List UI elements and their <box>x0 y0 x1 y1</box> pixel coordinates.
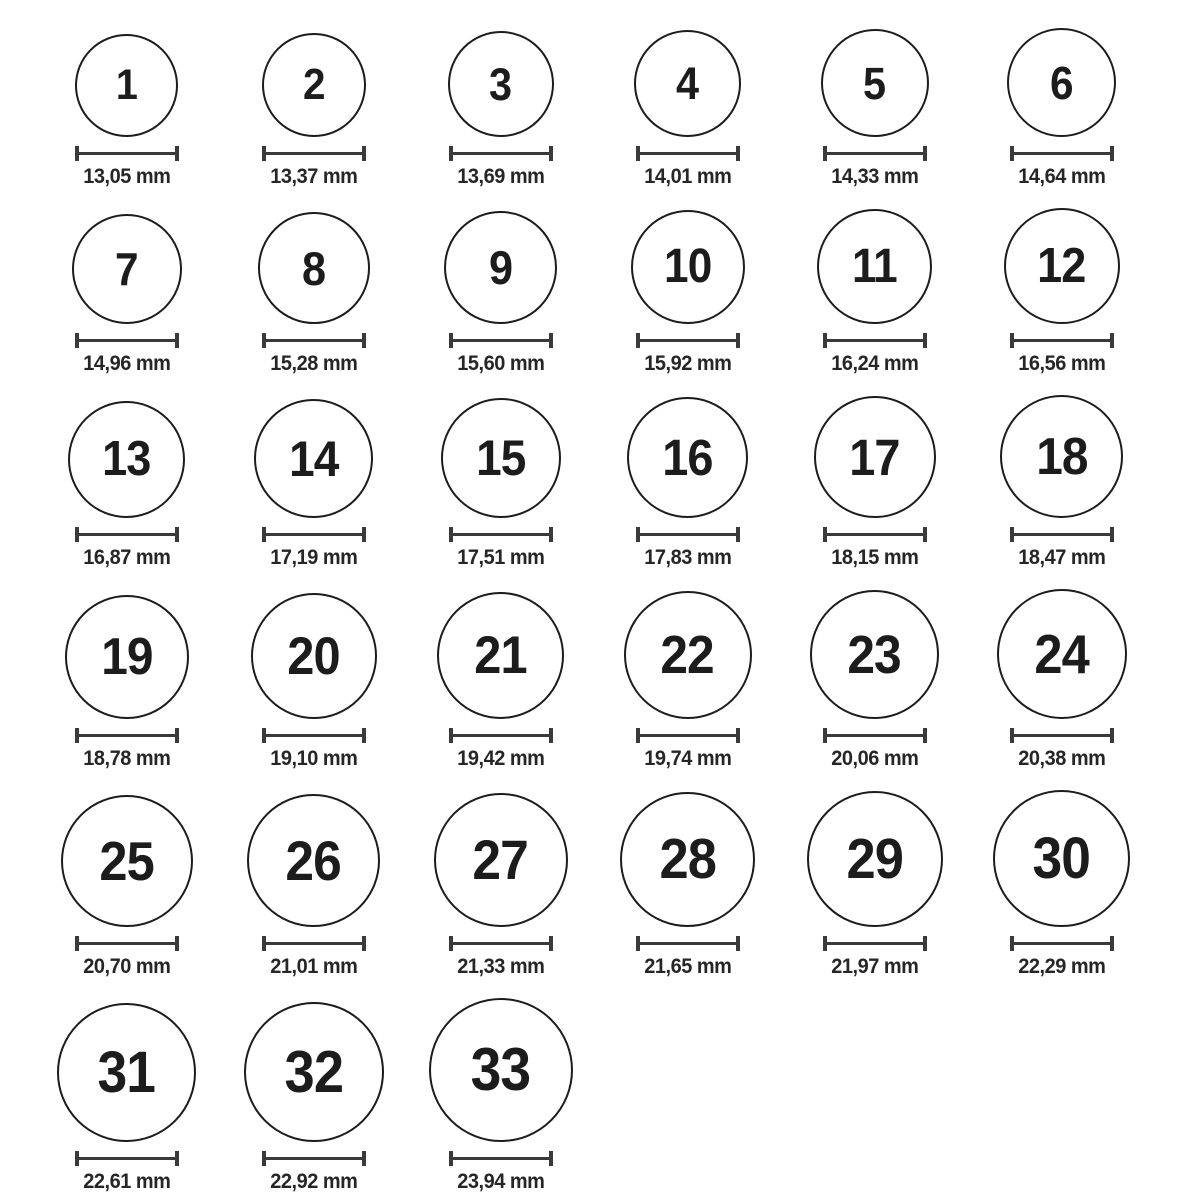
ring-circle <box>821 29 929 137</box>
ring-size-cell <box>220 589 407 771</box>
ring-size-cell <box>781 395 968 570</box>
diameter-measure-line <box>262 146 366 161</box>
ring-circle <box>814 396 936 518</box>
diameter-label: 21,33 mm <box>456 955 545 978</box>
diameter-measure-line <box>449 936 553 951</box>
diameter-measure-line <box>636 527 740 542</box>
diameter-label: 16,24 mm <box>830 352 919 375</box>
ring-size-row <box>33 28 1200 189</box>
ring-circle <box>1000 395 1123 518</box>
diameter-label: 19,42 mm <box>456 747 545 770</box>
ring-size-row <box>33 998 1200 1194</box>
ring-size-number: 30 <box>1032 825 1091 891</box>
diameter-label: 16,56 mm <box>1017 352 1106 375</box>
ring-circle <box>75 34 178 137</box>
diameter-measure-line <box>75 527 179 542</box>
diameter-measure-line <box>75 728 179 743</box>
ring-size-cell <box>220 208 407 376</box>
diameter-label: 13,69 mm <box>456 165 545 188</box>
ring-size-number: 1 <box>115 61 138 109</box>
ring-circle <box>627 397 748 518</box>
diameter-label: 14,64 mm <box>1017 165 1106 188</box>
diameter-measure-line <box>1010 728 1114 743</box>
ring-size-number: 22 <box>660 625 715 685</box>
ring-circle <box>258 212 370 324</box>
ring-size-cell <box>407 589 594 771</box>
diameter-label: 20,06 mm <box>830 747 919 770</box>
diameter-measure-line <box>823 936 927 951</box>
ring-size-number: 20 <box>287 626 340 686</box>
ring-size-number: 33 <box>470 1036 531 1103</box>
ring-size-cell <box>968 395 1155 570</box>
ring-size-number: 19 <box>100 628 153 686</box>
diameter-measure-line <box>75 1151 179 1166</box>
ring-size-number: 25 <box>99 829 154 892</box>
ring-circle <box>247 794 380 927</box>
diameter-label: 13,37 mm <box>269 165 358 188</box>
diameter-measure-line <box>823 333 927 348</box>
diameter-label: 19,74 mm <box>643 747 732 770</box>
diameter-label: 22,29 mm <box>1017 955 1106 978</box>
diameter-measure-line <box>449 1151 553 1166</box>
ring-size-number: 7 <box>115 243 138 295</box>
ring-size-number: 10 <box>663 240 712 293</box>
diameter-measure-line <box>636 936 740 951</box>
ring-size-cell <box>407 395 594 570</box>
ring-size-number: 4 <box>676 58 699 109</box>
diameter-measure-line <box>1010 333 1114 348</box>
diameter-measure-line <box>75 936 179 951</box>
diameter-label: 15,60 mm <box>456 352 545 375</box>
ring-size-number: 12 <box>1037 238 1086 293</box>
ring-size-cell <box>33 790 220 979</box>
ring-size-cell <box>968 28 1155 189</box>
diameter-label: 21,65 mm <box>643 955 732 978</box>
diameter-label: 22,92 mm <box>269 1170 358 1193</box>
ring-circle <box>262 33 366 137</box>
ring-size-number: 3 <box>489 58 512 110</box>
ring-circle <box>65 595 189 719</box>
ring-circle <box>437 592 564 719</box>
ring-size-cell <box>594 28 781 189</box>
ring-size-number: 6 <box>1050 56 1073 109</box>
diameter-measure-line <box>75 333 179 348</box>
diameter-label: 23,94 mm <box>456 1170 545 1193</box>
diameter-label: 18,47 mm <box>1017 546 1106 569</box>
ring-circle <box>61 795 193 927</box>
diameter-measure-line <box>449 728 553 743</box>
ring-circle <box>429 998 573 1142</box>
ring-size-cell <box>33 395 220 570</box>
diameter-label: 14,33 mm <box>830 165 919 188</box>
diameter-label: 15,92 mm <box>643 352 732 375</box>
ring-circle <box>634 30 741 137</box>
ring-size-number: 23 <box>847 624 902 685</box>
ring-size-row <box>33 589 1200 771</box>
ring-size-cell <box>781 208 968 376</box>
diameter-measure-line <box>1010 936 1114 951</box>
diameter-measure-line <box>636 728 740 743</box>
ring-size-cell <box>968 790 1155 979</box>
ring-circle <box>57 1003 196 1142</box>
ring-size-number: 5 <box>863 57 886 109</box>
diameter-measure-line <box>823 728 927 743</box>
diameter-label: 13,05 mm <box>82 165 171 188</box>
ring-circle <box>624 591 752 719</box>
diameter-label: 21,97 mm <box>830 955 919 978</box>
diameter-measure-line <box>823 527 927 542</box>
ring-size-number: 24 <box>1034 622 1089 685</box>
ring-circle <box>620 792 755 927</box>
ring-circle <box>72 214 182 324</box>
ring-size-cell <box>781 28 968 189</box>
ring-size-cell <box>407 998 594 1194</box>
ring-size-cell <box>220 998 407 1194</box>
ring-size-number: 31 <box>97 1039 156 1105</box>
diameter-measure-line <box>262 527 366 542</box>
ring-circle <box>448 31 554 137</box>
ring-circle <box>251 593 377 719</box>
diameter-label: 17,51 mm <box>456 546 545 569</box>
ring-size-row <box>33 790 1200 979</box>
ring-size-number: 27 <box>472 828 529 891</box>
ring-size-cell <box>33 589 220 771</box>
ring-size-number: 17 <box>849 428 900 486</box>
ring-circle <box>434 793 568 927</box>
ring-size-cell <box>594 790 781 979</box>
ring-size-number: 21 <box>474 626 527 685</box>
ring-size-number: 18 <box>1035 427 1088 486</box>
ring-size-cell <box>33 998 220 1194</box>
ring-size-row <box>33 395 1200 570</box>
ring-size-cell <box>407 28 594 189</box>
ring-size-cell <box>781 589 968 771</box>
diameter-measure-line <box>1010 527 1114 542</box>
diameter-measure-line <box>449 146 553 161</box>
ring-size-cell <box>220 790 407 979</box>
ring-size-number: 14 <box>288 430 339 487</box>
diameter-label: 17,19 mm <box>269 546 358 569</box>
ring-size-number: 11 <box>852 239 897 293</box>
ring-size-number: 9 <box>488 241 513 294</box>
ring-size-cell <box>33 208 220 376</box>
ring-circle <box>441 398 561 518</box>
ring-circle <box>1007 28 1116 137</box>
ring-circle <box>254 399 373 518</box>
ring-circle <box>1004 208 1120 324</box>
ring-size-cell <box>220 395 407 570</box>
diameter-label: 19,10 mm <box>269 747 358 770</box>
diameter-label: 20,70 mm <box>82 955 171 978</box>
diameter-measure-line <box>449 527 553 542</box>
ring-size-number: 28 <box>659 827 716 891</box>
ring-circle <box>444 211 557 324</box>
diameter-measure-line <box>262 936 366 951</box>
ring-circle <box>817 209 932 324</box>
ring-size-cell <box>594 208 781 376</box>
ring-size-cell <box>220 28 407 189</box>
ring-size-number: 15 <box>475 430 526 486</box>
diameter-label: 20,38 mm <box>1017 747 1106 770</box>
ring-size-number: 2 <box>302 60 325 109</box>
diameter-measure-line <box>262 728 366 743</box>
diameter-measure-line <box>449 333 553 348</box>
ring-size-number: 32 <box>284 1038 343 1105</box>
ring-circle <box>807 791 943 927</box>
ring-size-cell <box>407 208 594 376</box>
ring-size-cell <box>407 790 594 979</box>
ring-circle <box>997 589 1127 719</box>
diameter-label: 14,01 mm <box>643 165 732 188</box>
diameter-measure-line <box>636 146 740 161</box>
diameter-measure-line <box>262 333 366 348</box>
ring-size-cell <box>968 589 1155 771</box>
ring-circle <box>810 590 939 719</box>
diameter-label: 15,28 mm <box>269 352 358 375</box>
diameter-label: 16,87 mm <box>82 546 171 569</box>
diameter-measure-line <box>262 1151 366 1166</box>
ring-size-cell <box>33 28 220 189</box>
diameter-label: 22,61 mm <box>82 1170 171 1193</box>
diameter-label: 18,15 mm <box>830 546 919 569</box>
ring-size-number: 13 <box>102 432 151 486</box>
diameter-measure-line <box>1010 146 1114 161</box>
ring-circle <box>68 401 185 518</box>
diameter-measure-line <box>636 333 740 348</box>
ring-circle <box>244 1002 384 1142</box>
diameter-label: 21,01 mm <box>269 955 358 978</box>
ring-size-cell <box>968 208 1155 376</box>
ring-circle <box>631 210 745 324</box>
ring-size-number: 26 <box>285 828 342 892</box>
diameter-label: 17,83 mm <box>643 546 732 569</box>
diameter-label: 18,78 mm <box>82 747 171 770</box>
ring-size-number: 8 <box>301 241 326 295</box>
ring-size-cell <box>781 790 968 979</box>
ring-size-cell <box>594 395 781 570</box>
diameter-label: 14,96 mm <box>82 352 171 375</box>
ring-size-number: 16 <box>662 429 713 486</box>
ring-size-number: 29 <box>846 826 903 891</box>
ring-size-cell <box>594 589 781 771</box>
diameter-measure-line <box>75 146 179 161</box>
ring-size-row <box>33 208 1200 376</box>
diameter-measure-line <box>823 146 927 161</box>
ring-circle <box>993 790 1130 927</box>
